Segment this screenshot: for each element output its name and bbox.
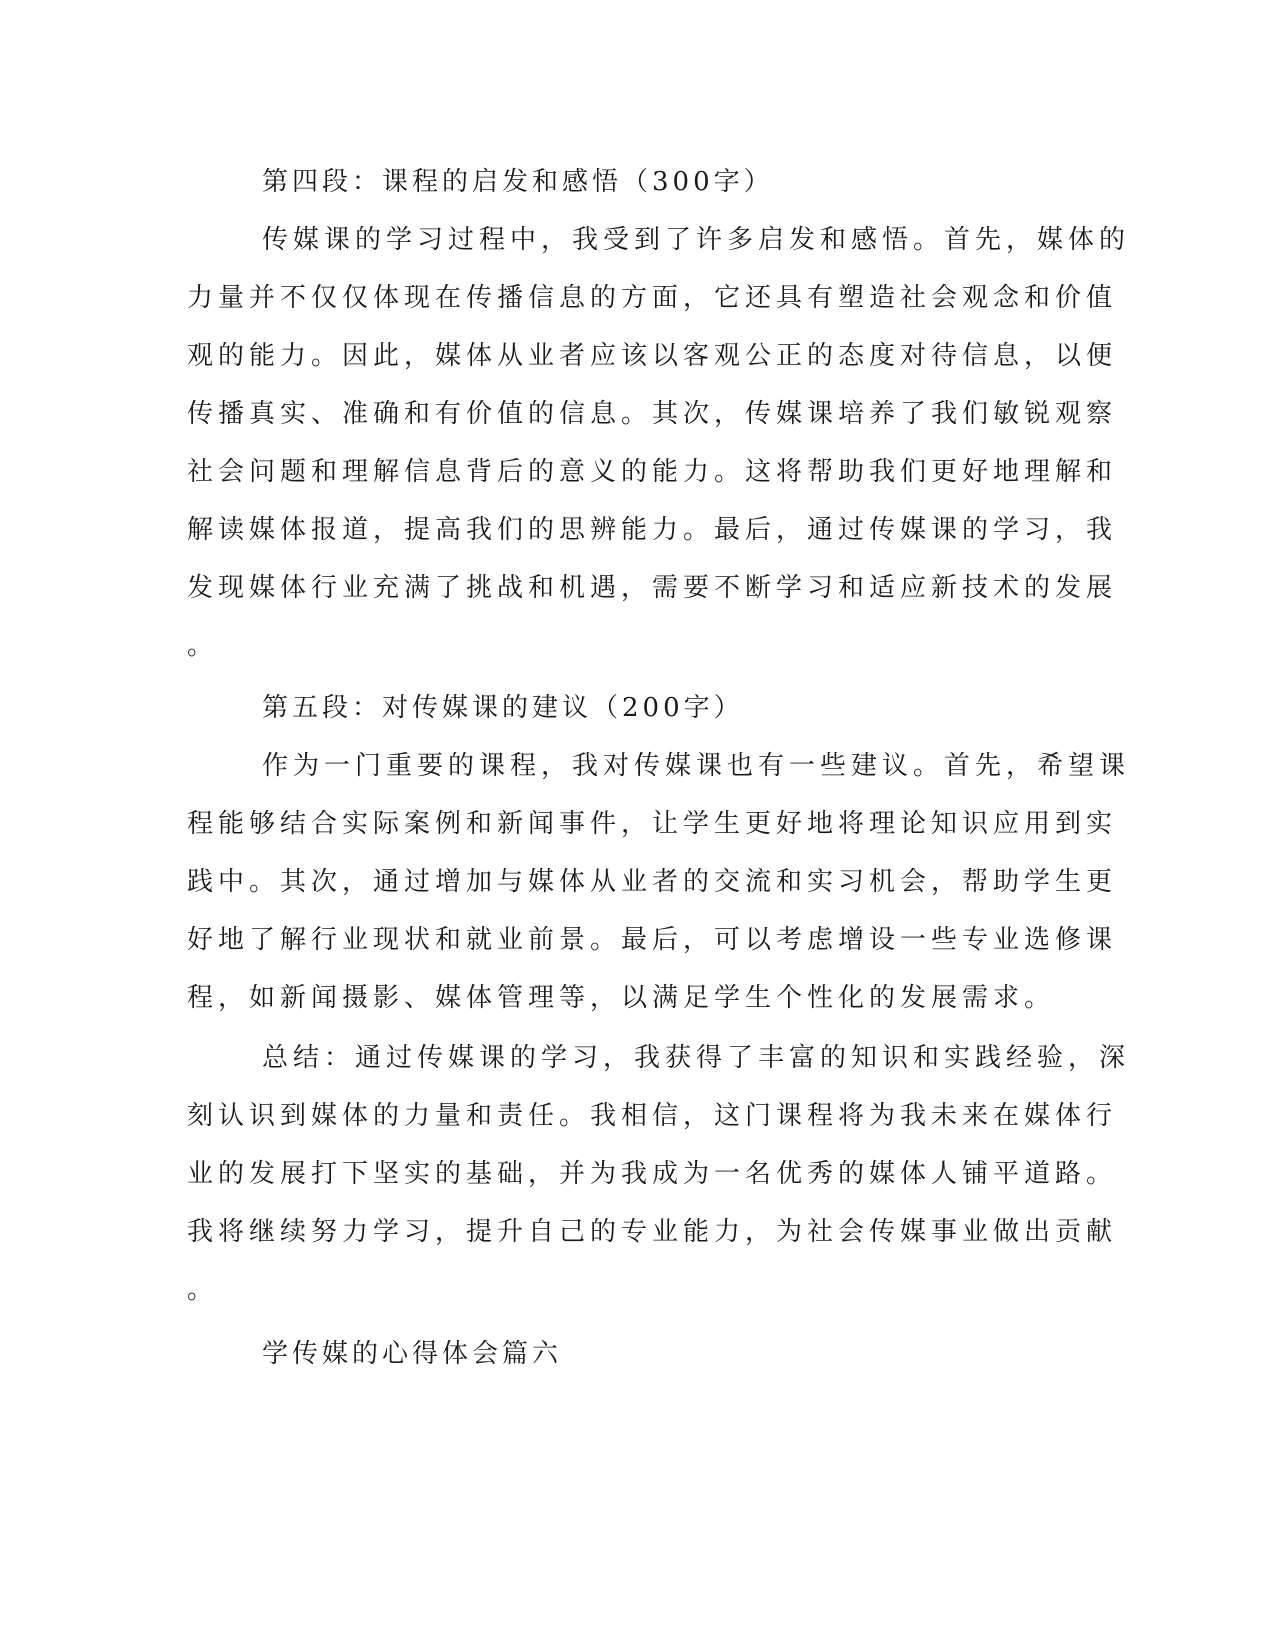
next-section-title: 学传媒的心得体会篇六 <box>262 1339 563 1369</box>
paragraph-line: 好地了解行业现状和就业前景。最后，可以考虑增设一些专业选修课 <box>187 925 1118 955</box>
paragraph-line: 观的能力。因此，媒体从业者应该以客观公正的态度对待信息，以便 <box>187 341 1118 371</box>
paragraph-line: 作为一门重要的课程，我对传媒课也有一些建议。首先，希望课 <box>262 751 1131 781</box>
paragraph-line: 。 <box>187 631 219 661</box>
summary-line: 我将继续努力学习，提升自己的专业能力，为社会传媒事业做出贡献 <box>187 1217 1118 1247</box>
summary-line: 业的发展打下坚实的基础，并为我成为一名优秀的媒体人铺平道路。 <box>187 1159 1118 1189</box>
summary-line: 刻认识到媒体的力量和责任。我相信，这门课程将为我未来在媒体行 <box>187 1101 1118 1131</box>
paragraph-line: 力量并不仅仅体现在传播信息的方面，它还具有塑造社会观念和价值 <box>187 283 1118 313</box>
paragraph-line: 程能够结合实际案例和新闻事件，让学生更好地将理论知识应用到实 <box>187 809 1118 839</box>
paragraph-line: 程，如新闻摄影、媒体管理等，以满足学生个性化的发展需求。 <box>187 983 1056 1013</box>
summary-line: 总结：通过传媒课的学习，我获得了丰富的知识和实践经验，深 <box>262 1043 1131 1073</box>
paragraph-line: 解读媒体报道，提高我们的思辨能力。最后，通过传媒课的学习，我 <box>187 515 1118 545</box>
section5-heading: 第五段：对传媒课的建议（200字） <box>262 693 744 723</box>
summary-line: 。 <box>187 1275 219 1305</box>
paragraph-line: 传媒课的学习过程中，我受到了许多启发和感悟。首先，媒体的 <box>262 225 1131 255</box>
paragraph-line: 传播真实、准确和有价值的信息。其次，传媒课培养了我们敏锐观察 <box>187 399 1118 429</box>
paragraph-line: 发现媒体行业充满了挑战和机遇，需要不断学习和适应新技术的发展 <box>187 573 1118 603</box>
section4-heading: 第四段：课程的启发和感悟（300字） <box>262 167 774 197</box>
paragraph-line: 践中。其次，通过增加与媒体从业者的交流和实习机会，帮助学生更 <box>187 867 1118 897</box>
paragraph-line: 社会问题和理解信息背后的意义的能力。这将帮助我们更好地理解和 <box>187 457 1118 487</box>
